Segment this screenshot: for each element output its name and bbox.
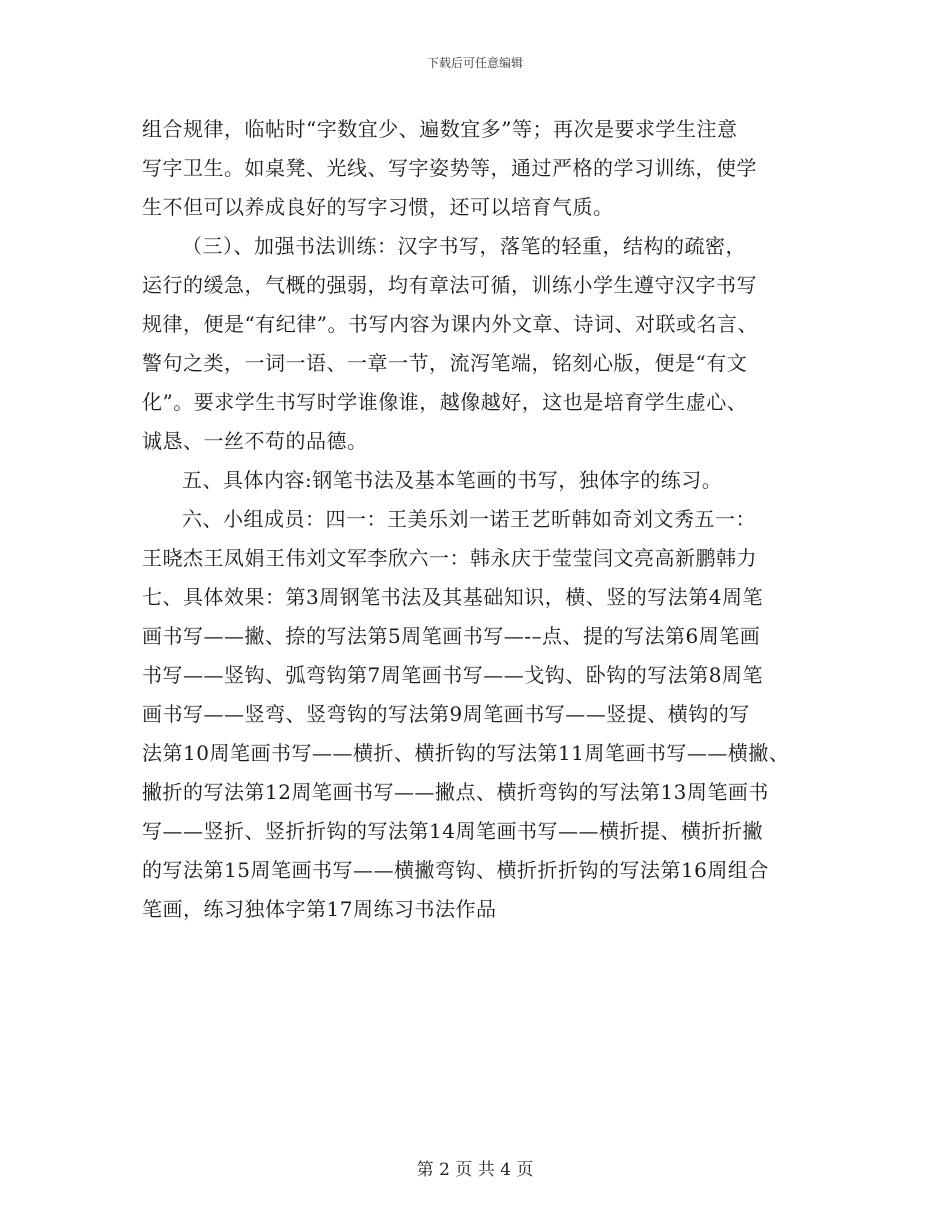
- body-line: 画书写——撇、捺的写法第5周笔画书写—-–点、提的写法第6周笔画: [142, 624, 761, 648]
- body-line: 笔画，练习独体字第17周练习书法作品: [142, 897, 497, 921]
- body-line: 写字卫生。如桌凳、光线、写字姿势等，通过严格的学习训练，使学: [142, 156, 757, 180]
- body-line: 运行的缓急，气概的强弱，均有章法可循，训练小学生遵守汉字书写: [142, 273, 757, 297]
- body-line: 撇折的写法第12周笔画书写——撇点、横折弯钩的写法第13周笔画书: [142, 780, 769, 804]
- body-line-indented: （三）、加强书法训练：汉字书写，落笔的轻重，结构的疏密，: [182, 234, 746, 258]
- body-line: 的写法第15周笔画书写——横撇弯钩、横折折折钩的写法第16周组合: [142, 858, 769, 882]
- body-line: 诚恳、一丝不苟的品德。: [142, 429, 368, 453]
- body-line: 七、具体效果：第3周钢笔书法及其基础知识，横、竖的写法第4周笔: [142, 585, 763, 609]
- body-line-indented: 五、具体内容:钢笔书法及基本笔画的书写，独体字的练习。: [182, 468, 723, 492]
- body-line: 组合规律，临帖时“字数宜少、遍数宜多”等；再次是要求学生注意: [142, 117, 738, 141]
- body-line-indented: 六、小组成员：四一：王美乐刘一诺王艺昕韩如奇刘文秀五一：: [182, 507, 756, 531]
- body-line: 王晓杰王凤娟王伟刘文军李欣六一：韩永庆于莹莹闫文亮高新鹏韩力: [142, 546, 757, 570]
- body-line: 写——竖折、竖折折钩的写法第14周笔画书写——横折提、横折折撇: [142, 819, 763, 843]
- page-header: 下载后可任意编辑: [426, 56, 523, 70]
- body-line: 画书写——竖弯、竖弯钩的写法第9周笔画书写——竖提、横钩的写: [142, 702, 750, 726]
- body-line: 化”。要求学生书写时学谁像谁，越像越好，这也是培育学生虚心、: [142, 390, 748, 414]
- document-body: [142, 110, 812, 929]
- body-line: 生不但可以养成良好的写字习惯，还可以培育气质。: [142, 195, 614, 219]
- body-line: 法第10周笔画书写——横折、横折钩的写法第11周笔画书写——横撇、: [142, 741, 790, 765]
- page-number-footer: 第 2 页 共 4 页: [416, 1160, 534, 1180]
- body-line: 警句之类，一词一语、一章一节，流泻笔端，铭刻心版，便是“有文: [142, 351, 748, 375]
- body-line: 规律，便是“有纪律”。书写内容为课内外文章、诗词、对联或名言、: [142, 312, 758, 336]
- body-line: 书写——竖钩、弧弯钩第7周笔画书写——戈钩、卧钩的写法第8周笔: [142, 663, 763, 687]
